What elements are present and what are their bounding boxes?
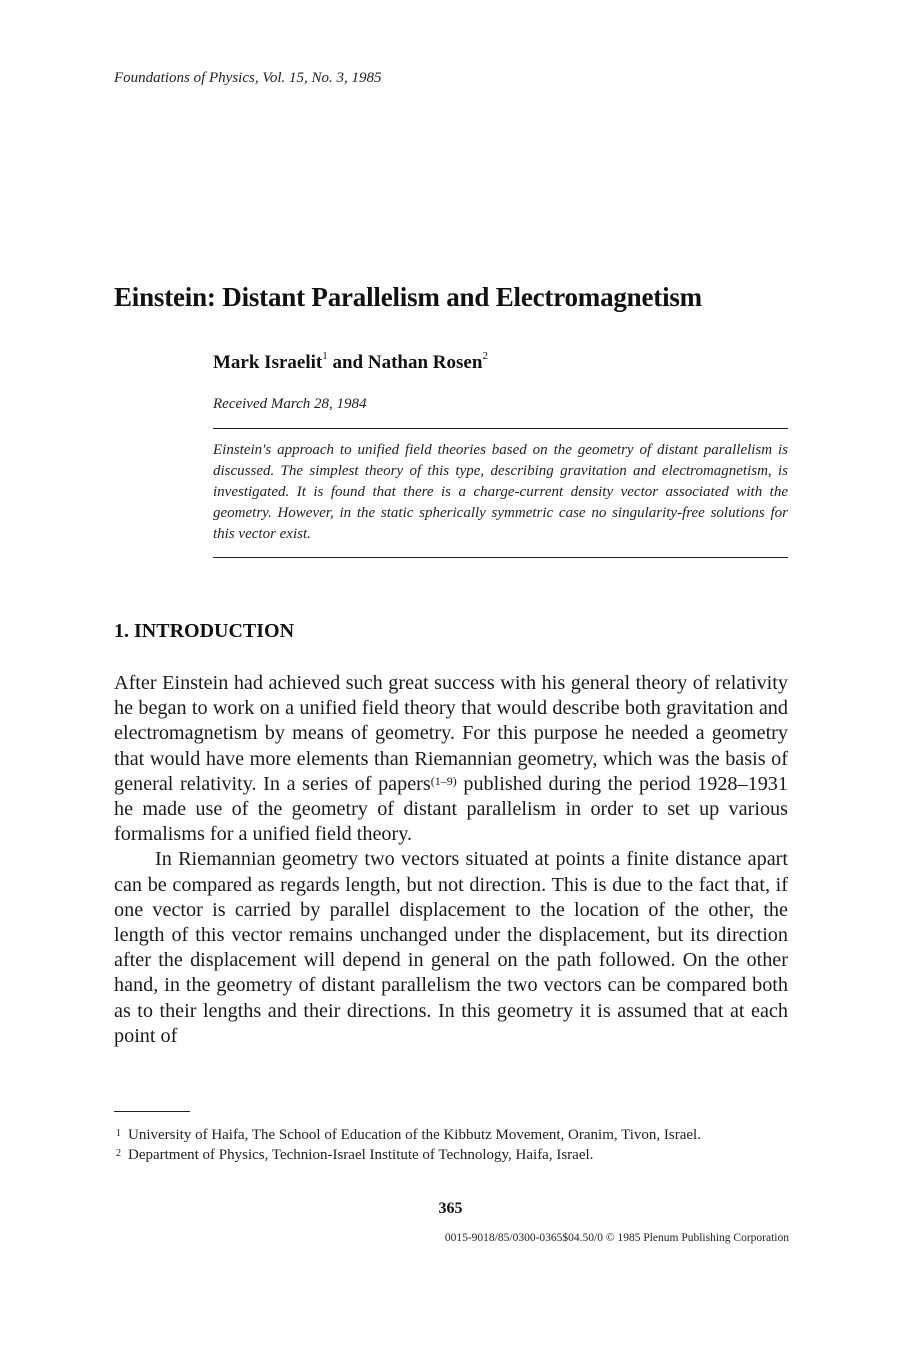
footnote bbox=[114, 1145, 790, 1165]
article-title: Einstein: Distant Parallelism and Electromagnetism bbox=[114, 282, 702, 312]
paragraph-text: published during the period 1928–1931 he made use of the geometry of distant parallelism in order to set up various formalisms for a unified field theory. bbox=[114, 772, 788, 846]
paragraph: In Riemannian geometry two vectors situated at points a finite distance apart can be compared as regards length, but not direction. This is due to the fact that, if one vector is carried by parallel displacement to the location of the other, the length of this vector remains unchanged under the displacement, but its direction after the displacement will depend in general on the path followed. On the other hand, in the geometry of distant parallelism the two vectors can be compared both as to their lengths and their directions. In this geometry it is assumed that at each point of bbox=[114, 848, 788, 1047]
page-number bbox=[0, 1200, 901, 1218]
footnote-mark: 1 bbox=[116, 1128, 121, 1139]
page-number-text: 365 bbox=[438, 1200, 463, 1217]
author-joiner: and bbox=[332, 352, 364, 373]
footnote-text: University of Haifa, The School of Education of the Kibbutz Movement, Oranim, Tivon, Israel. bbox=[128, 1127, 701, 1143]
author-name: Nathan Rosen bbox=[367, 352, 483, 373]
paragraph bbox=[114, 671, 788, 847]
copyright-line: 0015-9018/85/0300-0365$04.50/0 © 1985 Plenum Publishing Corporation bbox=[444, 1232, 789, 1244]
footnote-mark: 2 bbox=[116, 1148, 121, 1159]
received-date: Received March 28, 1984 bbox=[213, 396, 367, 412]
footnote bbox=[114, 1125, 790, 1145]
affiliation-mark: 2 bbox=[482, 350, 488, 362]
affiliation-mark: 1 bbox=[322, 350, 328, 362]
citation-mark: (1–9) bbox=[430, 773, 457, 788]
section-heading: 1. INTRODUCTION bbox=[114, 620, 295, 642]
footnote-text: Department of Physics, Technion-Israel Institute of Technology, Haifa, Israel. bbox=[128, 1147, 594, 1163]
footnotes bbox=[114, 1125, 790, 1165]
abstract-bottom-rule bbox=[213, 557, 788, 558]
section-body bbox=[114, 671, 788, 1049]
author-name: Mark Israelit bbox=[213, 352, 323, 373]
footnote-separator bbox=[114, 1111, 190, 1112]
author-list bbox=[213, 352, 488, 374]
abstract: Einstein's approach to unified field theories based on the geometry of distant parallelism is discussed. The simplest theory of this type, describing gravitation and electromagnetism, is investigated. It is found that there is a charge-current density vector associated with the geometry. However, in the static spherically symmetric case no singularity-free solutions for this vector exist. bbox=[213, 442, 788, 542]
abstract-top-rule bbox=[213, 428, 788, 429]
paragraph-text: After Einstein had achieved such great success with his general theory of relativity he began to work on a unified field theory that would describe both gravitation and electromagnetism by means of geometry. For this purpose he needed a geometry that would have more elements than Riemannian geometry, which was the basis of general relativity. In a series of papers bbox=[114, 672, 788, 795]
journal-citation: Foundations of Physics, Vol. 15, No. 3, 1985 bbox=[114, 70, 382, 86]
